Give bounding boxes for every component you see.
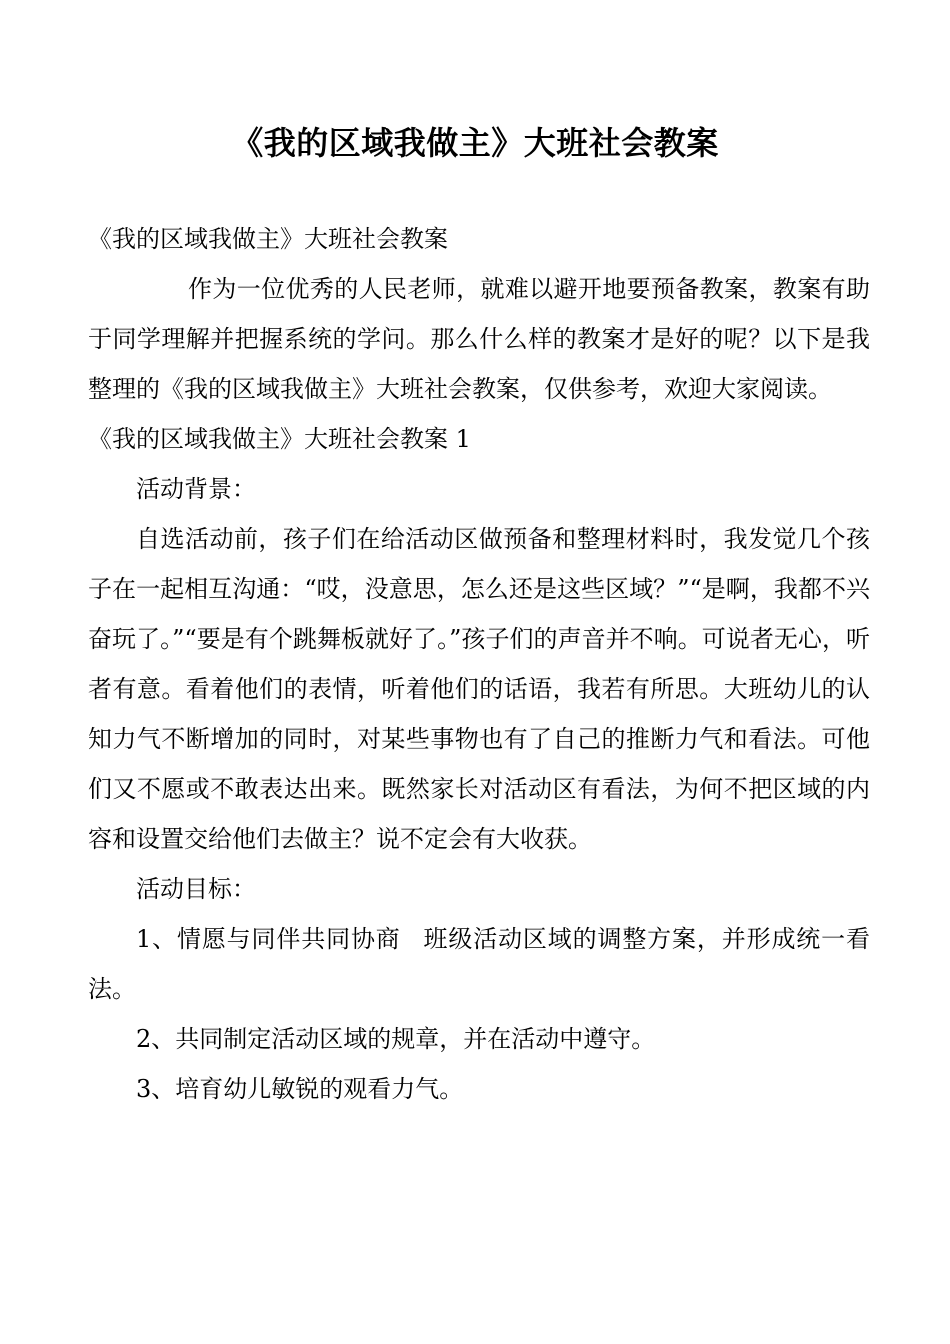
- goal-item-2: 2、共同制定活动区域的规章，并在活动中遵守。: [136, 1025, 656, 1053]
- document-subtitle: 《我的区域我做主》大班社会教案: [88, 225, 448, 253]
- background-label: 活动背景：: [136, 475, 256, 503]
- goals-label: 活动目标：: [136, 875, 256, 903]
- background-paragraph: 自选活动前，孩子们在给活动区做预备和整理材料时，我发觉几个孩子在一起相互沟通：“哎，没意思，怎么还是这些区域？”“是啊，我都不兴奋玩了。”“要是有个跳舞板就好了。”孩子们的声音并不响。可说者无心，听者有意。看着他们的表情，听着他们的话语，我若有所思。大班幼儿的认知力气不断增加的同时，对某些事物也有了自己的推断力气和看法。可他们又不愿或不敢表达出来。既然家长对活动区有看法，为何不把区域的内容和设置交给他们去做主？说不定会有大收获。: [88, 525, 870, 853]
- intro-paragraph: 作为一位优秀的人民老师，就难以避开地要预备教案，教案有助于同学理解并把握系统的学问。那么什么样的教案才是好的呢？以下是我整理的《我的区域我做主》大班社会教案，仅供参考，欢迎大家阅读。: [88, 275, 870, 403]
- section-heading: 《我的区域我做主》大班社会教案 1: [88, 425, 471, 453]
- goal-item-1-part-a: 1、情愿与同伴共同协商: [136, 925, 401, 953]
- document-title: 《我的区域我做主》大班社会教案: [231, 124, 719, 162]
- document-body: [88, 214, 870, 1114]
- goal-item-1-part-b: 班级活动区域的调整方案，并形成统一看法。: [88, 925, 870, 1003]
- goal-item-3: 3、培育幼儿敏锐的观看力气。: [136, 1075, 464, 1103]
- goal-item-1: [88, 914, 870, 1014]
